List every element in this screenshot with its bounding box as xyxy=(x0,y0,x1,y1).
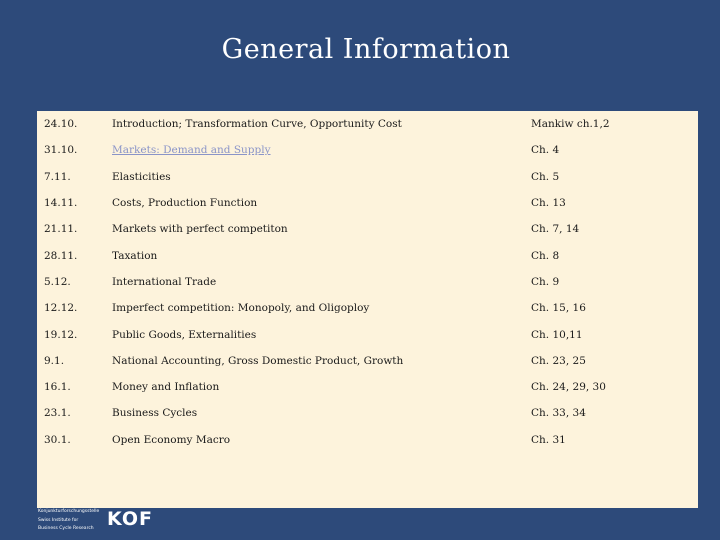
reading-reference: Ch. 7, 14 xyxy=(531,223,580,236)
session-date: 14.11. xyxy=(44,197,78,210)
session-topic: Money and Inflation xyxy=(112,381,220,394)
institute-name xyxy=(38,508,99,534)
schedule-row xyxy=(37,269,691,295)
reading-reference: Ch. 4 xyxy=(531,144,560,157)
schedule-row xyxy=(37,427,691,453)
session-date: 9.1. xyxy=(44,354,65,367)
schedule-row xyxy=(37,242,691,268)
schedule-row xyxy=(37,164,691,190)
session-date: 19.12. xyxy=(44,328,78,341)
schedule-row xyxy=(37,216,691,242)
session-date: 12.12. xyxy=(44,302,78,315)
session-topic: Imperfect competition: Monopoly, and Oligoploy xyxy=(112,302,370,315)
session-date: 5.12. xyxy=(44,275,71,288)
schedule-row xyxy=(37,111,691,137)
institute-line: Swiss Institute for xyxy=(38,517,79,523)
session-date: 28.11. xyxy=(44,249,78,262)
session-topic: Elasticities xyxy=(112,170,171,183)
session-topic: Business Cycles xyxy=(112,407,198,420)
session-date: 30.1. xyxy=(44,433,71,446)
session-topic: Introduction; Transformation Curve, Opportunity Cost xyxy=(112,118,402,131)
schedule-row xyxy=(37,295,691,321)
topic-link[interactable]: Markets: Demand and Supply xyxy=(112,144,271,157)
session-topic: International Trade xyxy=(112,275,217,288)
session-topic xyxy=(112,137,531,163)
session-topic: Open Economy Macro xyxy=(112,433,231,446)
session-topic: Public Goods, Externalities xyxy=(112,328,257,341)
schedule-row xyxy=(37,400,691,426)
session-date: 31.10. xyxy=(44,144,78,157)
reading-reference: Ch. 15, 16 xyxy=(531,302,586,315)
session-date: 23.1. xyxy=(44,407,71,420)
session-date: 7.11. xyxy=(44,170,71,183)
slide-title: General Information xyxy=(221,34,511,65)
kof-logo: KOF xyxy=(107,508,154,530)
reading-reference: Ch. 23, 25 xyxy=(531,354,586,367)
reading-reference: Ch. 5 xyxy=(531,170,560,183)
institute-line: Konjunkturforschungsstelle xyxy=(38,509,100,514)
institute-line: Business Cycle Research xyxy=(38,526,94,531)
session-date: 24.10. xyxy=(44,118,78,131)
schedule-table xyxy=(37,111,691,453)
content-panel xyxy=(37,111,698,508)
session-date: 16.1. xyxy=(44,381,71,394)
session-topic: National Accounting, Gross Domestic Product, Growth xyxy=(112,354,404,367)
reading-reference: Ch. 24, 29, 30 xyxy=(531,381,606,394)
schedule-row xyxy=(37,374,691,400)
schedule-row xyxy=(37,321,691,347)
session-topic: Costs, Production Function xyxy=(112,197,258,210)
schedule-row xyxy=(37,190,691,216)
reading-reference: Ch. 8 xyxy=(531,249,560,262)
reading-reference: Ch. 9 xyxy=(531,275,560,288)
session-topic: Markets with perfect competiton xyxy=(112,223,288,236)
reading-reference: Ch. 33, 34 xyxy=(531,407,586,420)
schedule-row xyxy=(37,137,691,163)
reading-reference: Ch. 31 xyxy=(531,433,566,446)
session-date: 21.11. xyxy=(44,223,78,236)
reading-reference: Ch. 13 xyxy=(531,197,566,210)
reading-reference: Mankiw ch.1,2 xyxy=(531,118,610,131)
session-topic: Taxation xyxy=(112,249,158,262)
schedule-row xyxy=(37,348,691,374)
reading-reference: Ch. 10,11 xyxy=(531,328,583,341)
